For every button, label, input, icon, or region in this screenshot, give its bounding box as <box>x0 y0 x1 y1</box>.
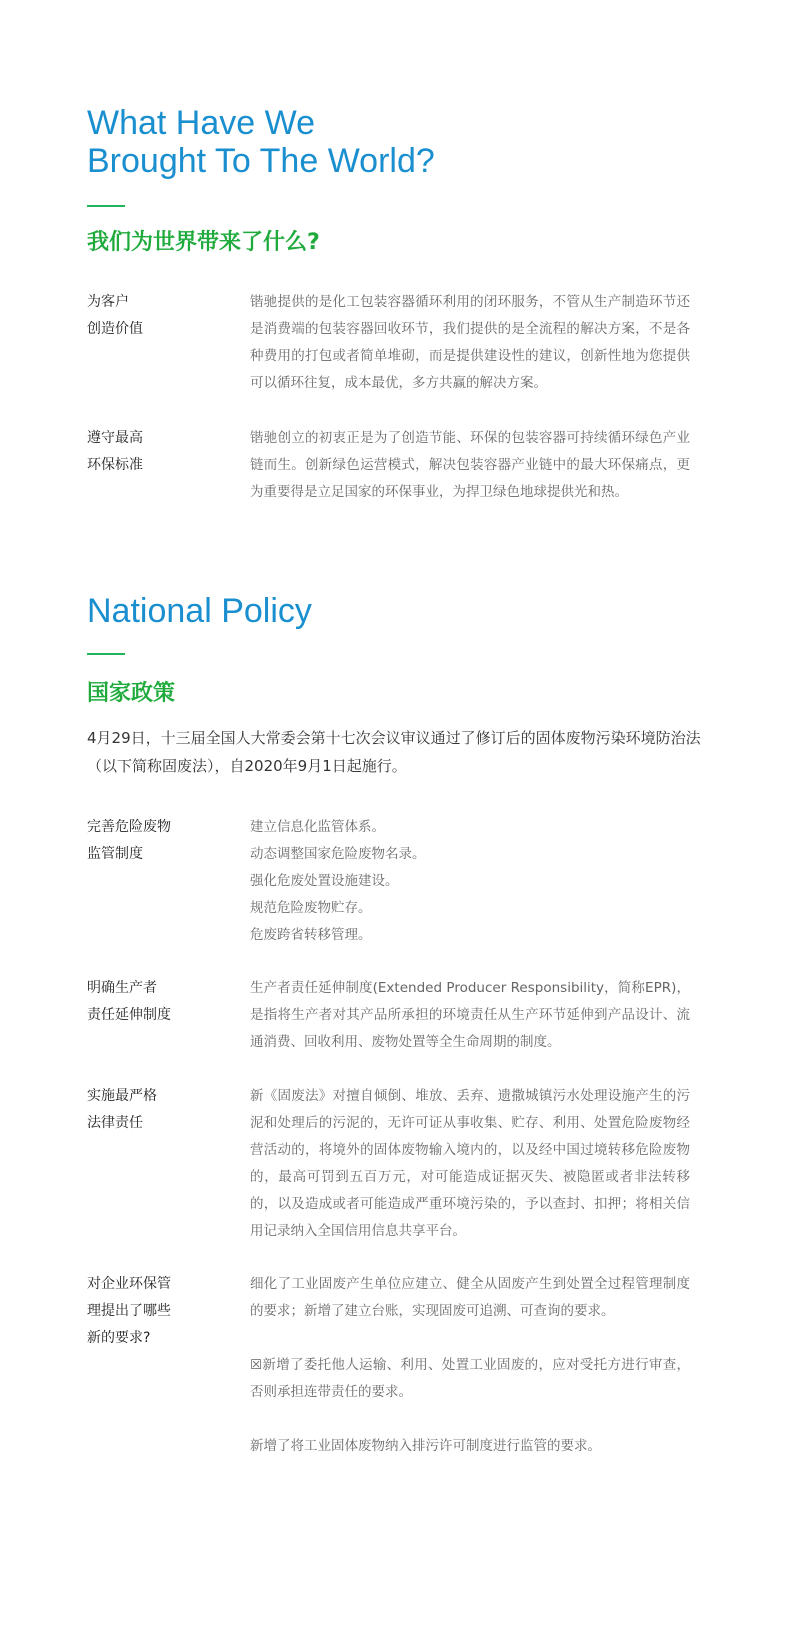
title-divider <box>87 205 125 207</box>
row-body <box>250 814 690 949</box>
title-divider <box>87 653 125 655</box>
list-item: 危废跨省转移管理。 <box>250 927 372 943</box>
row-label: 完善危险废物 监管制度 <box>87 819 171 862</box>
section-cn-title: 国家政策 <box>87 681 176 706</box>
section-en-title: National Policy <box>87 592 312 630</box>
paragraph: 新增了将工业固体废物纳入排污许可制度进行监管的要求。 <box>250 1438 601 1454</box>
list-item: 动态调整国家危险废物名录。 <box>250 846 426 862</box>
row-label: 为客户 创造价值 <box>87 294 143 337</box>
row-body: 生产者责任延伸制度(Extended Producer Responsibility，简称EPR)，是指将生产者对其产品所承担的环境责任从生产环节延伸到产品设计、流通消费、回收利用、废物处置等全生命周期的制度。 <box>250 980 690 1050</box>
list-item: 规范危险废物贮存。 <box>250 900 372 916</box>
row-label: 实施最严格 法律责任 <box>87 1088 157 1131</box>
row-body: 锴驰创立的初衷正是为了创造节能、环保的包装容器可持续循环绿色产业链而生。创新绿色运营模式，解决包装容器产业链中的最大环保痛点，更为重要得是立足国家的环保事业，为捍卫绿色地球提供光和热。 <box>250 430 690 500</box>
section-cn-title: 我们为世界带来了什么? <box>87 230 320 255</box>
list-item: 强化危废处置设施建设。 <box>250 873 399 889</box>
row-body <box>250 1271 690 1460</box>
row-label: 对企业环保管 理提出了哪些 新的要求? <box>87 1276 171 1346</box>
section-en-title: What Have We Brought To The World? <box>87 104 435 180</box>
list-item: 建立信息化监管体系。 <box>250 819 385 835</box>
row-label: 遵守最高 环保标准 <box>87 430 143 473</box>
policy-intro: 4月29日，十三届全国人大常委会第十七次会议审议通过了修订后的固体废物污染环境防治法（以下简称固废法），自2020年9月1日起施行。 <box>87 729 701 775</box>
row-body: 锴驰提供的是化工包装容器循环利用的闭环服务，不管从生产制造环节还是消费端的包装容器回收环节，我们提供的是全流程的解决方案，不是各种费用的打包或者简单堆砌，而是提供建设性的建议，创新性地为您提供可以循环往复，成本最优，多方共赢的解决方案。 <box>250 294 690 391</box>
paragraph: ☒新增了委托他人运输、利用、处置工业固废的，应对受托方进行审查，否则承担连带责任的要求。 <box>250 1357 690 1400</box>
paragraph: 细化了工业固废产生单位应建立、健全从固废产生到处置全过程管理制度的要求；新增了建立台账，实现固废可追溯、可查询的要求。 <box>250 1276 690 1319</box>
row-body: 新《固废法》对擅自倾倒、堆放、丢弃、遗撒城镇污水处理设施产生的污泥和处理后的污泥的，无许可证从事收集、贮存、利用、处置危险废物经营活动的，将境外的固体废物输入境内的，以及经中国过境转移危险废物的，最高可罚到五百万元，对可能造成证据灭失、被隐匿或者非法转移的，以及造成或者可能造成严重环境污染的，予以查封、扣押；将相关信用记录纳入全国信用信息共享平台。 <box>250 1088 690 1239</box>
row-label: 明确生产者 责任延伸制度 <box>87 980 171 1023</box>
